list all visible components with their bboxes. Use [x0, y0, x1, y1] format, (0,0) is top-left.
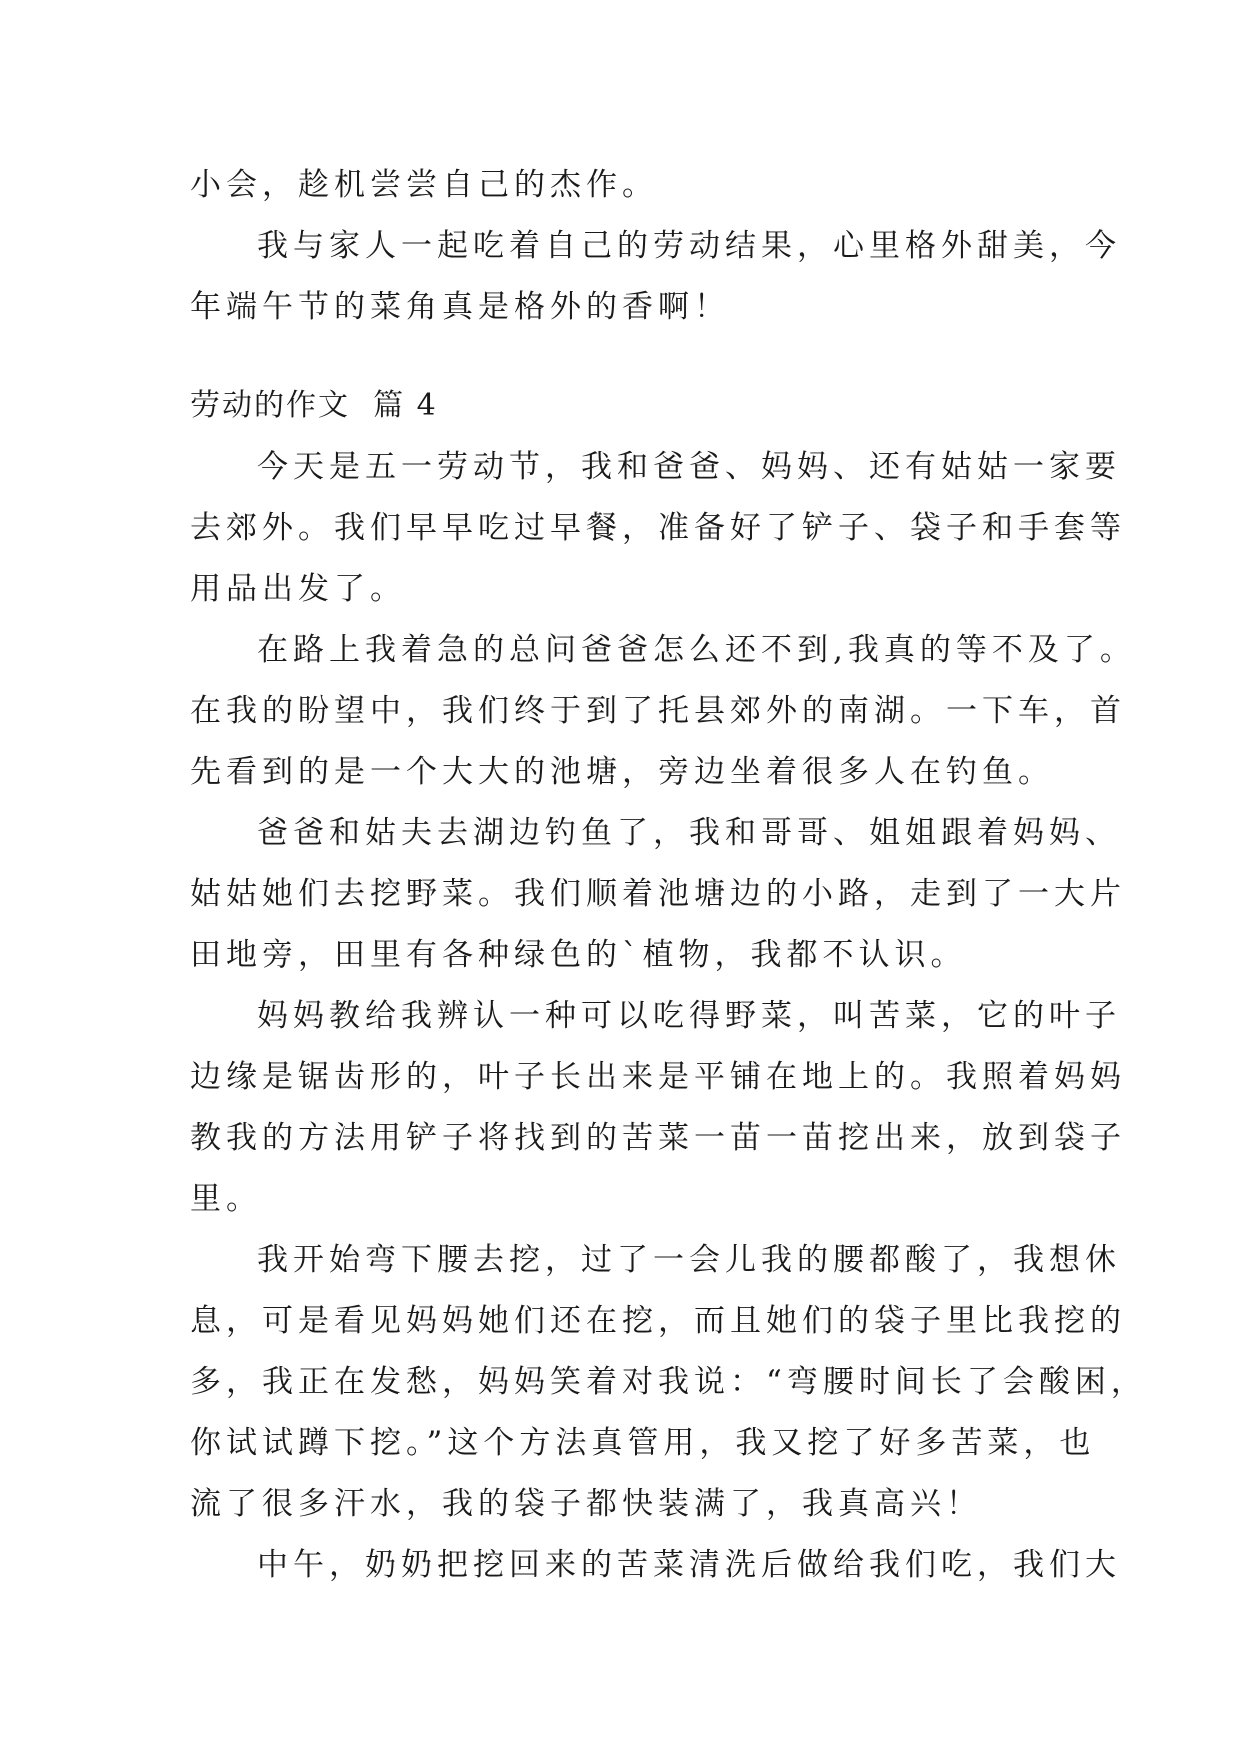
paragraph-line: 里。: [190, 1181, 262, 1217]
paragraph-line: 先看到的是一个大大的池塘，旁边坐着很多人在钓鱼。: [190, 754, 1054, 790]
paragraph-line: 我开始弯下腰去挖，过了一会儿我的腰都酸了，我想休: [257, 1242, 1121, 1278]
paragraph-line: 我与家人一起吃着自己的劳动结果，心里格外甜美，今: [257, 228, 1121, 264]
paragraph-line: 边缘是锯齿形的，叶子长出来是平铺在地上的。我照着妈妈: [190, 1059, 1126, 1095]
paragraph-line: 年端午节的菜角真是格外的香啊！: [190, 289, 730, 325]
paragraph-line: 田地旁，田里有各种绿色的`植物，我都不认识。: [190, 937, 967, 973]
paragraph-line: 在我的盼望中，我们终于到了托县郊外的南湖。一下车，首: [190, 693, 1126, 729]
paragraph-line: 爸爸和姑夫去湖边钓鱼了，我和哥哥、姐姐跟着妈妈、: [257, 815, 1121, 851]
section-heading: 劳动的作文 篇 4: [190, 388, 438, 423]
paragraph-line: 小会，趁机尝尝自己的杰作。: [190, 167, 658, 203]
paragraph-line: 流了很多汗水，我的袋子都快装满了，我真高兴！: [190, 1486, 982, 1522]
paragraph-line: 多，我正在发愁，妈妈笑着对我说：“弯腰时间长了会酸困，: [190, 1364, 1147, 1400]
paragraph-line: 今天是五一劳动节，我和爸爸、妈妈、还有姑姑一家要: [257, 449, 1121, 485]
paragraph-line: 中午，奶奶把挖回来的苦菜清洗后做给我们吃，我们大: [257, 1547, 1121, 1583]
paragraph-line: 在路上我着急的总问爸爸怎么还不到,我真的等不及了。: [257, 632, 1136, 668]
paragraph-line: 息，可是看见妈妈她们还在挖，而且她们的袋子里比我挖的: [190, 1303, 1126, 1339]
paragraph-line: 你试试蹲下挖。”这个方法真管用，我又挖了好多苦菜，也: [190, 1425, 1096, 1461]
paragraph-line: 妈妈教给我辨认一种可以吃得野菜，叫苦菜，它的叶子: [257, 998, 1121, 1034]
paragraph-line: 姑姑她们去挖野菜。我们顺着池塘边的小路，走到了一大片: [190, 876, 1126, 912]
paragraph-line: 去郊外。我们早早吃过早餐，准备好了铲子、袋子和手套等: [190, 510, 1126, 546]
paragraph-line: 教我的方法用铲子将找到的苦菜一苗一苗挖出来，放到袋子: [190, 1120, 1126, 1156]
paragraph-line: 用品出发了。: [190, 571, 406, 607]
